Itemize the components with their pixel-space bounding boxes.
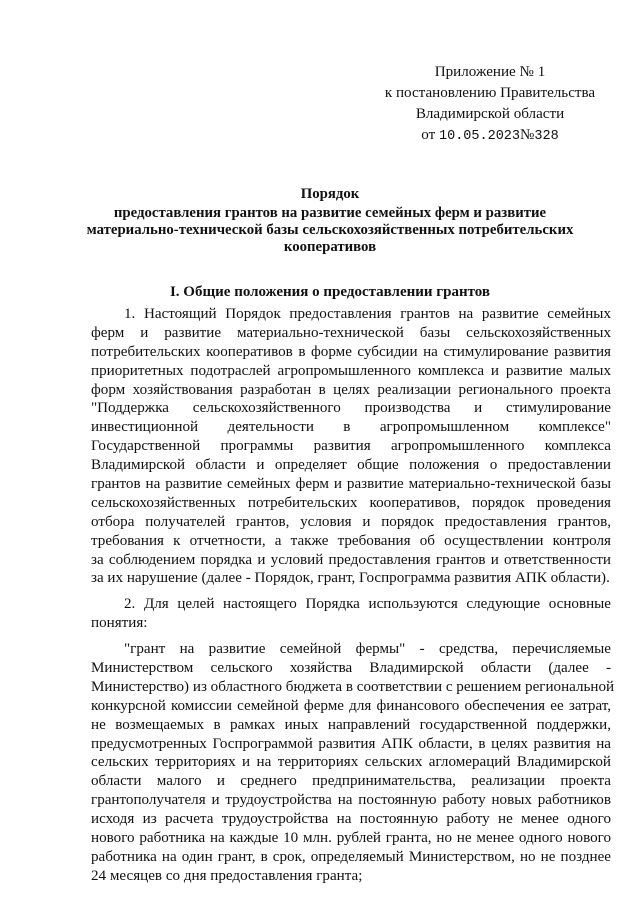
appendix-number-sign: №	[520, 127, 535, 143]
body-line: 24 месяцев со дня предоставления гранта;	[91, 867, 363, 884]
appendix-date-line	[360, 125, 620, 147]
body-line: 2. Для целей настоящего Порядка используются следующие основные	[124, 596, 611, 613]
body-line: приоритетных подотраслей агропромышленного комплекса и развитие малых	[91, 362, 611, 379]
body-line: Государственной программы развития агропромышленного комплекса	[91, 438, 611, 455]
body-line: Министерством сельского хозяйства Владимирской области (далее -	[91, 660, 611, 677]
title-line-4: кооперативов	[283, 239, 377, 255]
body-line: потребительских кооперативов в форме субсидии на стимулирование развития	[91, 343, 611, 360]
body-line: 1. Настоящий Порядок предоставления грантов на развитие семейных	[124, 306, 611, 322]
body-line: Владимирской области и определяет общие положения о предоставлении	[91, 457, 611, 474]
body-line: Министерство) из областного бюджета в соответствии с решением региональной	[91, 678, 615, 695]
body-line: работника на один грант, в срок, определяемый Министерством, но не позднее	[91, 848, 611, 865]
appendix-number: 328	[534, 129, 559, 144]
title-line-2: предоставления грантов на развитие семейных ферм и развитие	[113, 205, 547, 221]
appendix-title: Приложение № 1	[434, 64, 546, 80]
document-body	[91, 305, 615, 886]
body-line: предусмотренных Госпрограммой развития АПК области, в целях развития на	[91, 735, 611, 752]
body-line: за их нарушение (далее - Порядок, грант, Госпрограмма развития АПК области).	[91, 570, 610, 587]
body-line: отбора получателей грантов, условия и порядок предоставления грантов,	[91, 513, 611, 530]
title-line-3: материально-технической базы сельскохозяйственных потребительских	[86, 222, 574, 238]
body-line: сельских территориях и на территориях сельских агломераций Владимирской	[91, 754, 611, 771]
body-line: исходя из расчета трудоустройства на постоянную работу не менее одного	[91, 811, 611, 828]
appendix-resolution: к постановлению Правительства	[384, 85, 596, 101]
appendix-stamp	[360, 62, 620, 147]
body-line: "Поддержка сельскохозяйственного производства и стимулирование	[91, 400, 611, 417]
body-line: нового работника на каждые 10 млн. рублей гранта, но не менее одного нового	[91, 830, 611, 847]
appendix-date-prefix: от	[421, 127, 436, 143]
body-line: инвестиционной деятельности в агропромышленном комплексе"	[91, 419, 611, 436]
body-line: "грант на развитие семейной фермы" - средства, перечисляемые	[124, 641, 611, 658]
appendix-region: Владимирской области	[415, 106, 565, 122]
body-line: за соблюдением порядка и условий предоставления грантов и ответственности	[91, 551, 611, 568]
body-line: не возмещаемых в рамках иных направлений государственной поддержки,	[91, 716, 611, 733]
appendix-date: 10.05.2023	[439, 129, 521, 144]
body-line: грантополучателя и трудоустройства на постоянную работу новых работников	[91, 792, 611, 809]
body-line: форм хозяйствования разработан в целях реализации регионального проекта	[91, 381, 611, 398]
body-line: сельскохозяйственных потребительских кооперативов, порядок проведения	[91, 494, 611, 511]
body-line: ферм и развитие материально-технической базы сельскохозяйственных	[91, 324, 611, 341]
title-line-1: Порядок	[300, 186, 360, 202]
body-line: грантов на развитие семейных ферм и развитие материально-технической базы	[91, 476, 611, 493]
body-line: понятия:	[91, 615, 148, 632]
body-line: области малого и среднего предпринимательства, реализации проекта	[91, 773, 611, 790]
section-heading: I. Общие положения о предоставлении грантов	[169, 284, 491, 300]
body-line: конкурсной комиссии семейной ферме для финансового обеспечения ее затрат,	[91, 697, 611, 714]
body-line: требования к отчетности, а также требования об осуществлении контроля	[91, 532, 611, 549]
document-title	[70, 186, 590, 256]
